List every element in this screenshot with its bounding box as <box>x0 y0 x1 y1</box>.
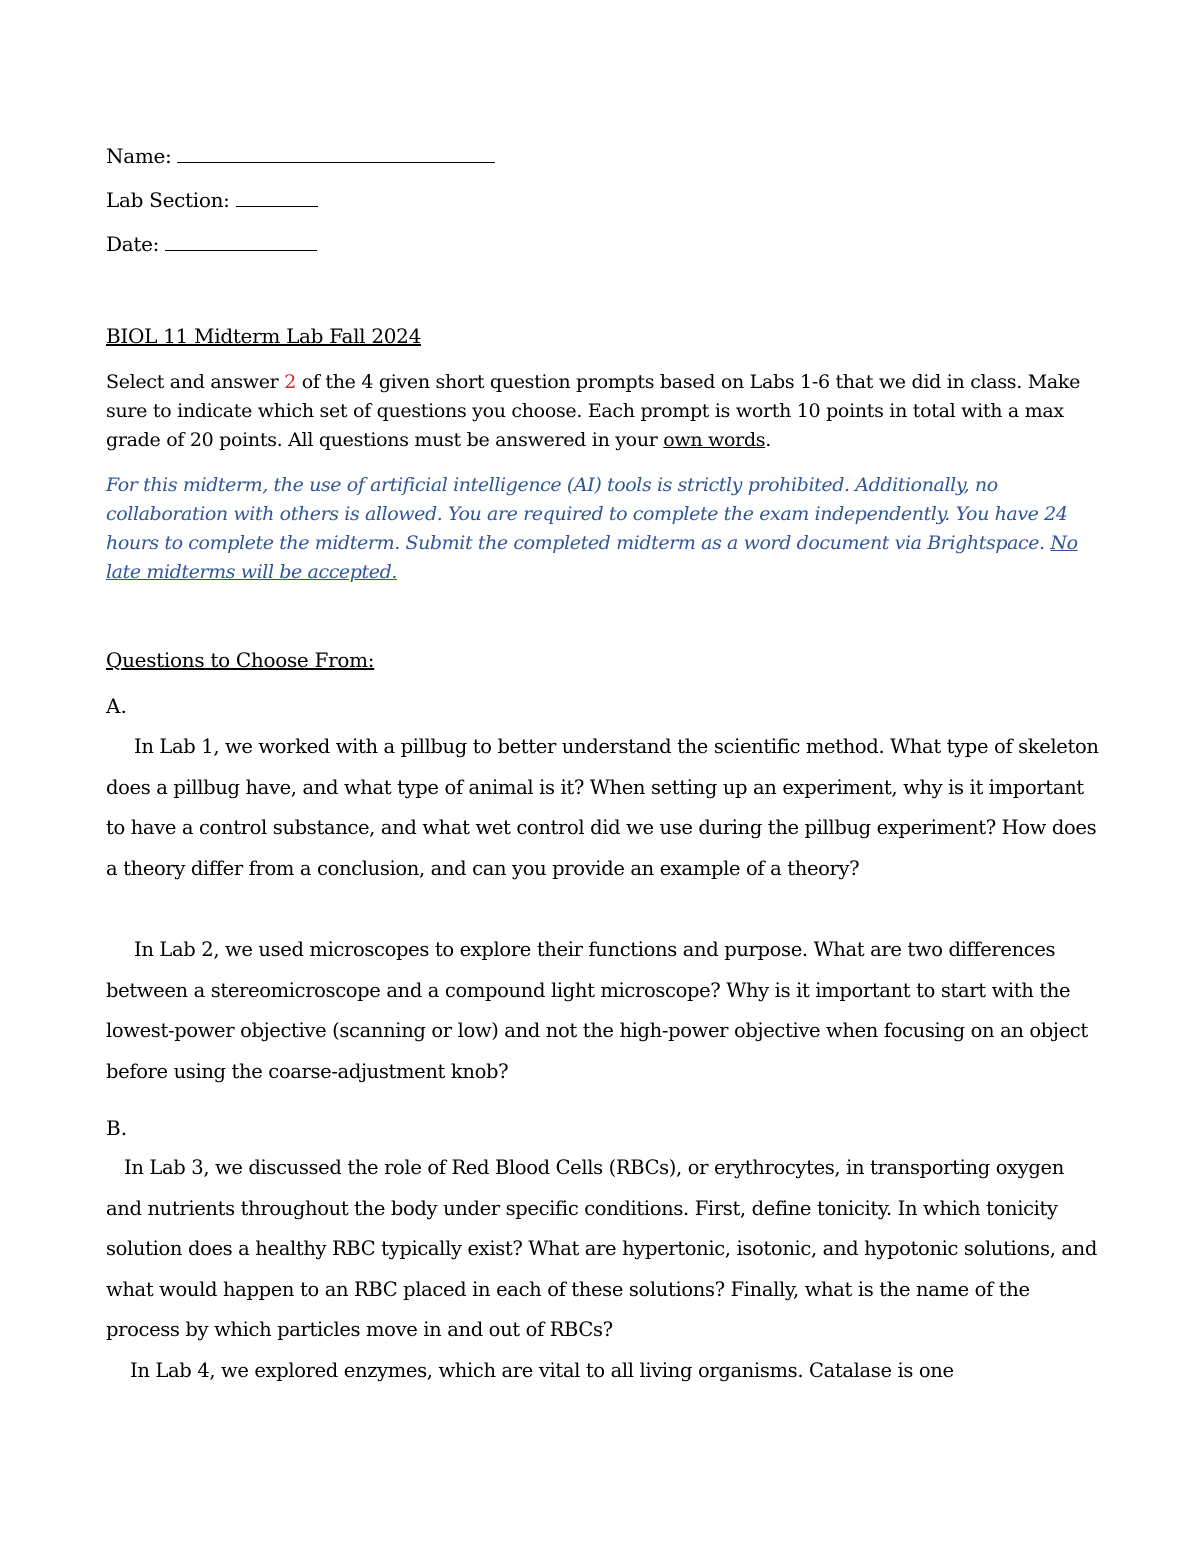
name-blank-line[interactable] <box>177 146 495 163</box>
date-blank-line[interactable] <box>165 234 317 251</box>
lab-section-blank-line[interactable] <box>236 190 318 207</box>
lab-section-label: Lab Section: <box>106 188 230 212</box>
answer-count: 2 <box>284 371 297 393</box>
document-title: BIOL 11 Midterm Lab Fall 2024 <box>106 324 422 348</box>
lab3-question: In Lab 3, we discussed the role of Red Blood Cells (RBCs), or erythrocytes, in transporting oxygen and nutrients throughout the body under specific conditions. First, define tonicity. In which tonicity solution does a healthy RBC typically exist? What are hypertonic, isotonic, and hypotonic solutions, and what would happen to an RBC placed in each of these solutions? Finally, what is the name of the process by which particles move in and out of RBCs? <box>106 1156 1098 1342</box>
instructions-end: . <box>765 429 772 451</box>
date-field <box>106 232 317 256</box>
date-label: Date: <box>106 232 160 256</box>
section-b-letter: B. <box>106 1116 128 1140</box>
instructions-part1: Select and answer <box>106 371 285 393</box>
lab4-question: In Lab 4, we explored enzymes, which are vital to all living organisms. Catalase is one <box>130 1359 954 1382</box>
instructions-part2: of the 4 given short question prompts based on Labs 1-6 that we did in class. Make sure to indicate which set of questions you choose. Each prompt is worth 10 points in total with a max grade of 20 points. All questions must be answered in your <box>106 371 1081 451</box>
questions-heading: Questions to Choose From: <box>106 648 375 672</box>
lab1-question: In Lab 1, we worked with a pillbug to better understand the scientific method. What type of skeleton does a pillbug have, and what type of animal is it? When setting up an experiment, why is it important to have a control substance, and what wet control did we use during the pillbug experiment? How does a theory differ from a conclusion, and can you provide an example of a theory? <box>106 735 1099 880</box>
lab2-question: In Lab 2, we used microscopes to explore their functions and purpose. What are two differences between a stereomicroscope and a compound light microscope? Why is it important to start with the lowest-power objective (scanning or low) and not the high-power objective when focusing on an object before using the coarse-adjustment knob? <box>106 938 1088 1083</box>
lab-section-field <box>106 188 318 212</box>
instructions-paragraph <box>106 368 1106 455</box>
policy-text: For this midterm, the use of artificial intelligence (AI) tools is strictly prohibited. Additionally, no collaboration with others is allowed. You are required to complete the exam independently. You have 24 hours to complete the midterm. Submit the completed midterm as a word document via Brightspace. <box>106 474 1068 554</box>
name-label: Name: <box>106 144 172 168</box>
section-a-letter: A. <box>106 694 127 718</box>
name-field <box>106 144 495 168</box>
no-late-notice: No late midterms will be accepted. <box>106 532 1078 583</box>
own-words: own words <box>663 429 766 451</box>
policy-paragraph <box>106 471 1106 587</box>
